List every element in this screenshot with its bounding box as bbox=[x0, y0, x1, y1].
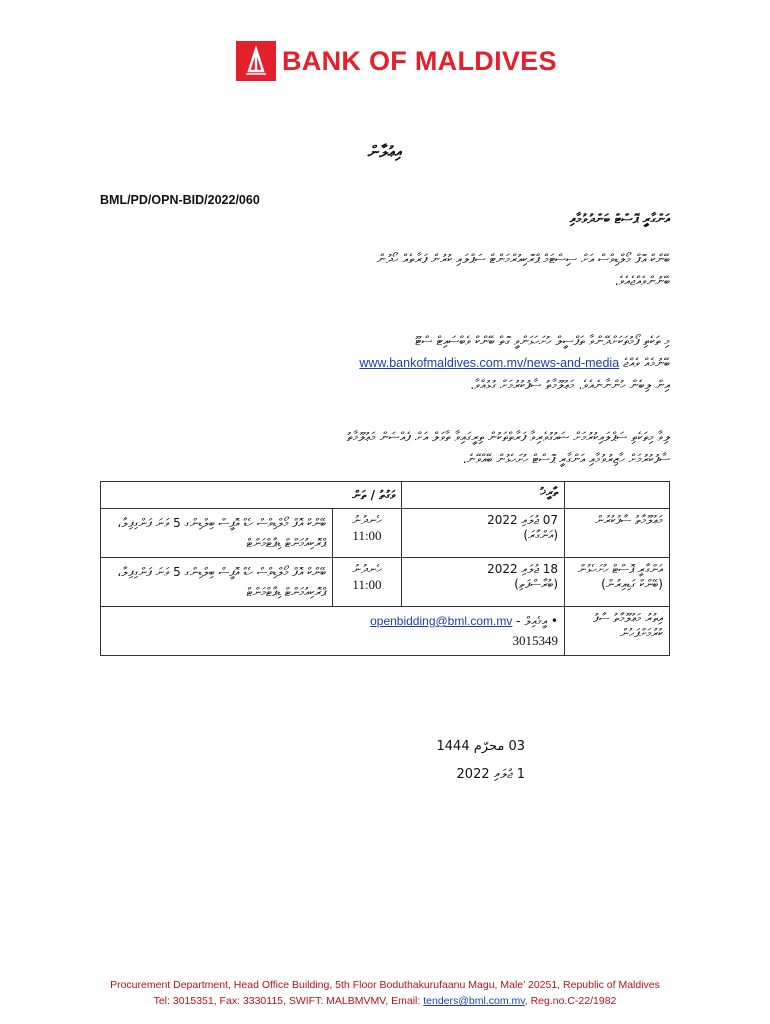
row1-day: (އަންގާރަ) bbox=[523, 528, 558, 542]
row2-day: (ބުރާސްފަތި) bbox=[514, 577, 558, 591]
footer-contact-suffix: , Reg.no.C-22/1982 bbox=[524, 995, 617, 1007]
paragraph-details bbox=[100, 330, 670, 396]
paragraph-details-line2 bbox=[100, 352, 670, 374]
footer-contact-prefix: Tel: 3015351, Fax: 3330115, SWIFT: MALBMVMV, Email: bbox=[153, 995, 421, 1007]
schedule-table bbox=[100, 481, 670, 656]
paragraph-intro bbox=[100, 248, 670, 292]
contact-email-prefix: • އީމެއިލް - bbox=[516, 614, 558, 628]
contact-phone: 3015349 bbox=[512, 633, 558, 648]
notice-heading: އަންގާރީ ޕޮސްޓް ބަންދުވުމާއި bbox=[569, 212, 670, 227]
header-time-place: ވަގުތު / ތަން bbox=[101, 482, 402, 509]
contact-label: އިތުރު މަޢުލޫމާތު ސާފު ކުރުމަށްފަހުން bbox=[565, 607, 670, 656]
row2-date bbox=[402, 558, 565, 607]
announcement-title: އިޢުލާން bbox=[367, 142, 403, 161]
row1-label: މަޢުލޫމާތު ސާފުކުރުން bbox=[565, 509, 670, 558]
header-blank bbox=[565, 482, 670, 509]
reference-number: BML/PD/OPN-BID/2022/060 bbox=[100, 193, 260, 207]
row2-date-value: 18 ޖުލައި 2022 bbox=[487, 562, 558, 576]
table-row bbox=[101, 509, 670, 558]
row2-venue: ބޭންކް އޮފް މޯލްޑިވްސް ހެޑް އޮފީސް ބިލްޑިންގ 5 ވަނަ ފަންގިފިލާ، ޕްރޮކިއުމަންޓް ޑިޕާޓްމަންޓް bbox=[101, 558, 333, 607]
row1-venue: ބޭންކް އޮފް މޯލްޑިވްސް ހެޑް އޮފީސް ބިލްޑިންގ 5 ވަނަ ފަންގިފިލާ، ޕްރޮކިއުމަންޓް ޑިޕާޓްމަންޓް bbox=[101, 509, 333, 558]
contact-details bbox=[101, 607, 565, 656]
table-row bbox=[101, 558, 670, 607]
footer-address: Procurement Department, Head Office Building, 5th Floor Boduthakurufaanu Magu, Male’ 20251, Republic of Maldives bbox=[110, 979, 660, 991]
bank-logo-mark bbox=[236, 41, 276, 81]
row2-time-value: 11:00 bbox=[352, 577, 382, 592]
gregorian-date: 1 ޖުލައި 2022 bbox=[456, 767, 525, 782]
schedule-header-row bbox=[101, 482, 670, 509]
issue-dates bbox=[437, 733, 525, 789]
row2-time-word: ހެނދުނު bbox=[352, 562, 382, 576]
contact-row bbox=[101, 607, 670, 656]
row1-time-value: 11:00 bbox=[352, 528, 382, 543]
hijri-date: 03 محرّم 1444 bbox=[436, 739, 525, 754]
row1-time-word: ހެނދުނު bbox=[352, 513, 382, 527]
paragraph-schedule-intro bbox=[100, 426, 670, 470]
row1-date bbox=[402, 509, 565, 558]
row2-time bbox=[333, 558, 402, 607]
header-date: ތާރީޚު bbox=[402, 482, 565, 509]
paragraph-schedule-line1: ލިވާ މިތަކެތި ސަޕްލައިކުރުމަށް ޝައުގުވެރިވާ ފަރާތްތަކުން ތިރީގައިވާ ތާވަލް އަށް ފެއްޝަން މަޢުލޫމާތު bbox=[346, 429, 670, 444]
contact-email-link[interactable]: openbidding@bml.com.mv bbox=[370, 614, 513, 628]
footer-email-link[interactable]: tenders@bml.com.mv bbox=[423, 995, 525, 1007]
paragraph-schedule-line2: ސާފުކުރުމަށް ހާޒިރުވުމާއި އަންގާރީ ޕޮސްޓް ހުށަހެޅުން ބޭއްވޭނެ. bbox=[462, 451, 670, 466]
paragraph-details-line1: މި ތަކެތި ފޯމުތަކަށްދޭންވާ ތަފްސީލް ހުށަހަޅަންވީ ގޮތް ބޭންކް ވެބްސައިޓް ސްޓޫ bbox=[415, 333, 670, 348]
paragraph-intro-line1: ބޭންކް އޮފް މޯލްޑިވްސް އަށް ސިސްޓަމް ޕްރޮކިއުރްމަންޓް ސަޕްލައި ކުރުން ފަރާތެއް ހޯދުން bbox=[376, 251, 670, 266]
footer-contact bbox=[20, 993, 750, 1009]
news-media-link[interactable]: www.bankofmaldives.com.mv/news-and-media bbox=[359, 356, 620, 370]
footer bbox=[20, 977, 750, 1009]
paragraph-details-prefix: ބޭނުމެއް ވެއްޖެ bbox=[623, 355, 670, 370]
paragraph-intro-line2: ބޭނުންވެއްޖެއެވެ. bbox=[614, 273, 670, 288]
row1-date-value: 07 ޖުލައި 2022 bbox=[487, 513, 558, 527]
row1-time bbox=[333, 509, 402, 558]
row2-label: އަންގާރީ ޕޮސްޓް ހުށަހެޅުން (ބޭންކް ގަޑިއިރުން) bbox=[565, 558, 670, 607]
paragraph-details-line3: އިން ލިބެން ހުންނާނެއެވެ. މަޢުލޫމާތު ސާފުކުރުމަށް ގުޅުއްވާ. bbox=[470, 377, 670, 392]
bank-logo bbox=[236, 40, 557, 82]
bank-logo-text: BANK OF MALDIVES bbox=[282, 45, 557, 76]
